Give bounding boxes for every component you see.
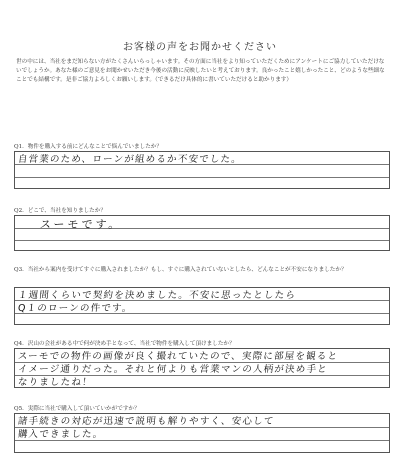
- survey-title: お客様の声をお聞かせください: [123, 42, 277, 53]
- answer-3-line-1: １週間くらいで契約を決めました。不安に思ったとしたら: [17, 290, 297, 301]
- question-3-label: Q3．当社から案内を受けてすぐに購入されましたか？もし、すぐに購入されていないとしたら、どんなことが不安になりましたか？: [14, 267, 347, 273]
- answer-4-line-2: イメージ通りだった。それと何よりも営業マンの人柄が決め手と: [17, 364, 329, 375]
- question-1-label: Q1．物件を購入する前にどんなことで悩んでいましたか？: [14, 144, 162, 150]
- question-5-label: Q5．実際に当社で購入して頂いていかがですか？: [14, 406, 140, 412]
- answer-5-line-2: 購入できました。: [17, 429, 105, 440]
- answer-4-line-1: スーモでの物件の画像が良く撮れていたので、実際に部屋を観ると: [17, 351, 339, 362]
- survey-intro: 世の中には、当社をまだ知らない方がたくさんいらっしゃいます。その方面に当社をより知っていただくためにアンケートにご協力していただけないでしょうか。あなた様のご意見をお聞かせいただき今後の活動に反映したいと考えております。良かったこと嬉しかったこと、どのような些細なことでも結構です。是非ご協力よろしくお願いします。（できるだけ具体的に書いていただけると助かります）: [16, 59, 385, 83]
- answer-5-line-1: 諸手続きの対応が迅速で説明も解りやすく、安心して: [17, 416, 276, 427]
- question-4-label: Q4．沢山の会社がある中で何が決め手となって、当社で物件を購入して頂けましたか？: [14, 341, 235, 347]
- answer-3-line-2: Q１のローンの件です。: [17, 303, 134, 314]
- answer-2-line-1: スーモです。: [39, 218, 124, 231]
- question-2-label: Q2．どこで、当社を知りましたか？: [14, 208, 106, 214]
- answer-1-line-1: 自営業のため、ローンが組めるか不安でした。: [17, 154, 243, 165]
- answer-4-line-3: なりましたね！: [17, 377, 94, 388]
